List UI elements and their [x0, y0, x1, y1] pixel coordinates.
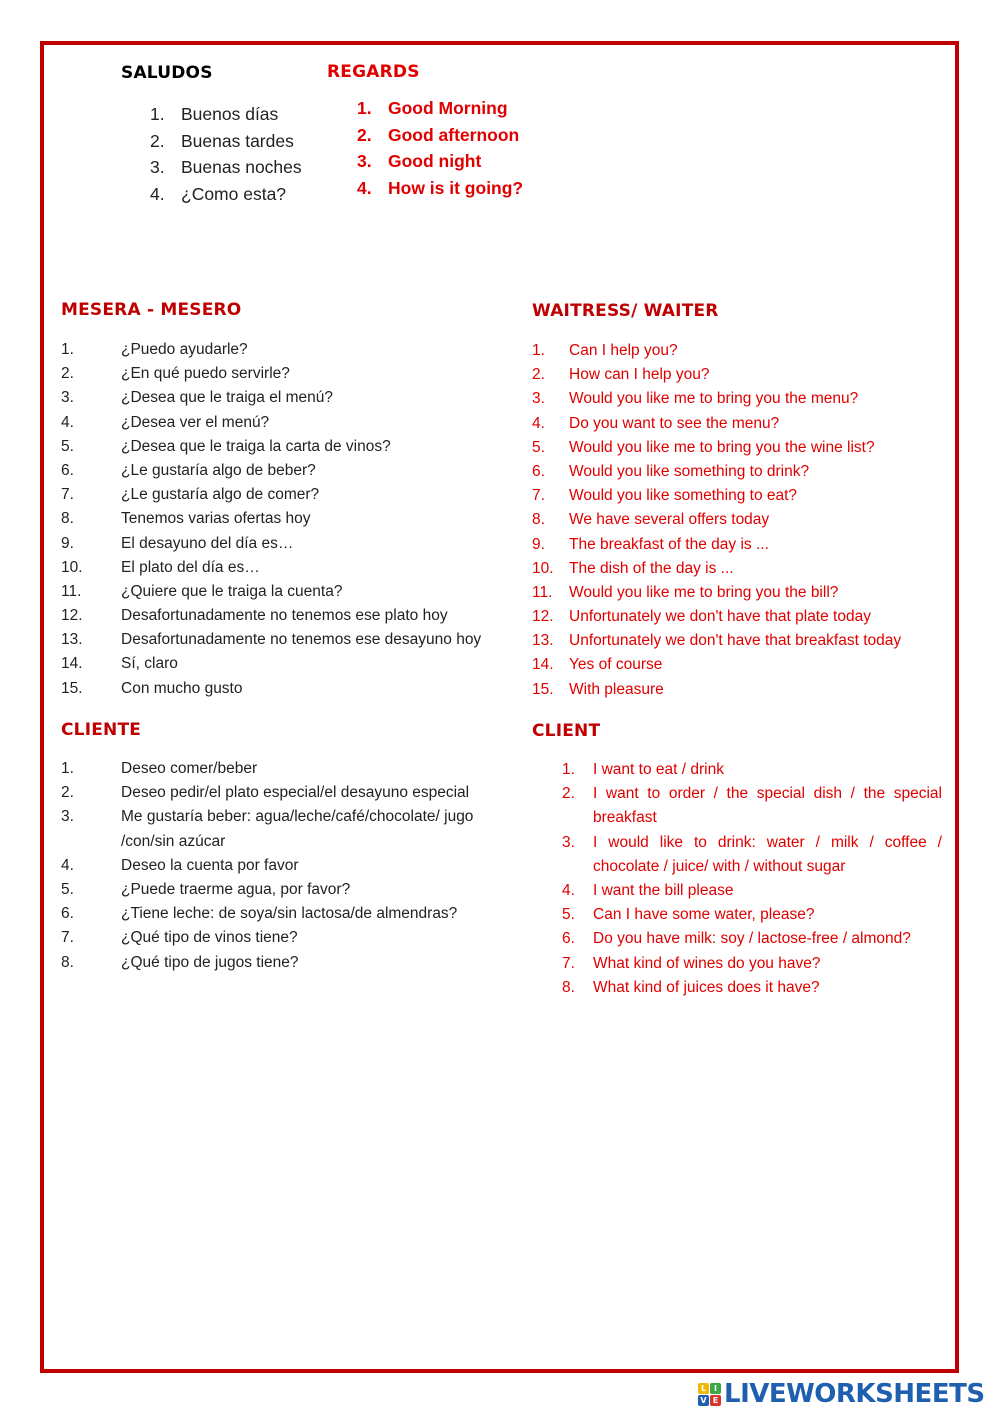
list-item [61, 556, 481, 580]
list-item-text: Do you have milk: soy / lactose-free / almond? [593, 930, 911, 948]
list-item [150, 128, 302, 155]
list-item-text: Buenos días [181, 104, 279, 124]
list-item-text: ¿Desea ver el menú? [121, 413, 270, 431]
saludos-heading: SALUDOS [121, 63, 213, 83]
list-item [61, 532, 481, 556]
list-item-number: 4. [61, 413, 74, 431]
list-item-number: 2. [150, 130, 165, 151]
list-item [61, 951, 521, 975]
list-item-number: 3. [61, 808, 74, 826]
list-item-text: Deseo la cuenta por favor [121, 856, 299, 874]
list-item [532, 508, 901, 532]
list-item-number: 9. [61, 534, 74, 552]
list-item-text: Yes of course [569, 656, 663, 674]
list-item-number: 14. [532, 656, 554, 674]
list-item-text: ¿Puede traerme agua, por favor? [121, 881, 351, 899]
list-item-number: 7. [532, 487, 545, 505]
list-item [532, 484, 901, 508]
list-item-number: 6. [61, 905, 74, 923]
list-item-number: 8. [562, 978, 575, 996]
list-item-text: Can I help you? [569, 342, 678, 359]
list-item-number: 3. [61, 389, 74, 407]
list-item-number: 1. [61, 341, 74, 358]
list-item [61, 902, 521, 926]
list-item [532, 412, 901, 436]
list-item-number: 9. [532, 535, 545, 553]
list-item-text: Deseo comer/beber [121, 760, 258, 777]
list-item [61, 878, 521, 902]
list-item [61, 386, 481, 410]
list-item-text: ¿Le gustaría algo de beber? [121, 461, 316, 479]
client-list [562, 758, 942, 1000]
regards-heading: REGARDS [327, 62, 420, 82]
list-item-text: The breakfast of the day is ... [569, 535, 769, 553]
list-item [562, 952, 942, 976]
list-item-text: ¿Qué tipo de vinos tiene? [121, 929, 298, 947]
mesero-list [61, 338, 481, 701]
list-item [61, 677, 481, 701]
list-item [532, 387, 901, 411]
list-item-number: 4. [150, 183, 165, 204]
list-item-number: 11. [61, 582, 82, 600]
list-item-text: ¿Puedo ayudarle? [121, 341, 248, 358]
list-item-text: Me gustaría beber: agua/leche/café/chocolate/ jugo /con/sin azúcar [121, 808, 474, 850]
list-item-number: 12. [61, 607, 83, 625]
list-item-text: Do you want to see the menu? [569, 414, 780, 432]
list-item-text: Would you like me to bring you the bill? [569, 583, 839, 601]
list-item-number: 1. [61, 760, 74, 777]
regards-list [357, 95, 523, 201]
list-item [61, 604, 481, 628]
list-item [532, 629, 901, 653]
list-item-text: Unfortunately we don't have that plate today [569, 608, 871, 626]
list-item-text: El desayuno del día es… [121, 534, 294, 552]
list-item [61, 854, 521, 878]
list-item [532, 653, 901, 677]
list-item [61, 435, 481, 459]
list-item-number: 15. [532, 680, 554, 698]
list-item [61, 483, 481, 507]
list-item-text: ¿Tiene leche: de soya/sin lactosa/de almendras? [121, 905, 458, 923]
list-item-number: 2. [357, 124, 372, 145]
list-item [562, 903, 942, 927]
list-item-text: Can I have some water, please? [593, 906, 815, 924]
list-item [150, 101, 302, 128]
logo-text: LIVEWORKSHEETS [724, 1379, 985, 1409]
list-item-number: 2. [532, 366, 545, 384]
list-item [532, 533, 901, 557]
list-item [61, 628, 481, 652]
list-item [532, 460, 901, 484]
list-item [357, 175, 523, 202]
list-item-text: I want the bill please [593, 882, 734, 900]
list-item-number: 2. [61, 784, 74, 802]
list-item-text: Would you like me to bring you the menu? [569, 390, 859, 408]
list-item [532, 678, 901, 702]
list-item [562, 758, 942, 782]
cliente-heading: CLIENTE [61, 720, 142, 740]
list-item [532, 557, 901, 581]
list-item-number: 3. [562, 833, 575, 851]
list-item-text: Unfortunately we don't have that breakfast today [569, 632, 902, 650]
list-item-text: I would like to drink: water / milk / coffee / chocolate / juice/ with / without sugar [593, 833, 942, 875]
list-item-number: 4. [532, 414, 545, 432]
list-item-number: 4. [61, 856, 74, 874]
list-item [61, 757, 521, 781]
waiter-heading: WAITRESS/ WAITER [532, 301, 719, 321]
list-item-text: El plato del día es… [121, 558, 260, 576]
list-item-number: 7. [562, 954, 575, 972]
list-item-number: 5. [61, 437, 74, 455]
list-item-text: ¿Como esta? [181, 183, 287, 204]
list-item [532, 363, 901, 387]
list-item-number: 4. [562, 882, 575, 900]
list-item-text: How can I help you? [569, 366, 710, 384]
list-item-number: 4. [357, 177, 372, 198]
list-item-text: Good Morning [388, 98, 508, 118]
list-item [61, 362, 481, 386]
list-item-number: 1. [357, 98, 372, 118]
list-item-number: 6. [532, 462, 545, 480]
list-item-text: ¿Qué tipo de jugos tiene? [121, 953, 299, 971]
list-item [562, 831, 942, 879]
list-item [357, 148, 523, 175]
list-item-number: 1. [562, 761, 575, 778]
mesero-heading: MESERA - MESERO [61, 300, 242, 320]
list-item [562, 927, 942, 951]
list-item-text: Would you like me to bring you the wine list? [569, 438, 875, 456]
client-heading: CLIENT [532, 721, 601, 741]
list-item-text: Buenas noches [181, 157, 302, 177]
list-item [61, 805, 521, 853]
list-item-number: 5. [562, 906, 575, 924]
list-item-number: 7. [61, 486, 74, 504]
list-item-number: 1. [150, 104, 165, 124]
list-item-text: I want to eat / drink [593, 761, 724, 778]
list-item-number: 3. [357, 151, 372, 171]
list-item-text: Good night [388, 151, 482, 171]
list-item-text: ¿Le gustaría algo de comer? [121, 486, 320, 504]
list-item-text: Desafortunadamente no tenemos ese desayuno hoy [121, 631, 482, 649]
list-item-number: 8. [61, 953, 74, 971]
list-item [61, 652, 481, 676]
list-item-text: ¿En qué puedo servirle? [121, 365, 290, 383]
list-item-number: 8. [532, 511, 545, 529]
list-item [357, 95, 523, 122]
list-item-number: 5. [532, 438, 545, 456]
list-item [150, 154, 302, 181]
list-item [61, 411, 481, 435]
logo-mark-icon: L I V E [698, 1383, 721, 1406]
list-item-text: ¿Quiere que le traiga la cuenta? [121, 582, 343, 600]
list-item [61, 781, 521, 805]
list-item-number: 10. [532, 559, 554, 577]
list-item [61, 507, 481, 531]
list-item-number: 2. [61, 365, 74, 383]
list-item-number: 1. [532, 342, 545, 359]
list-item-number: 13. [532, 632, 554, 650]
saludos-list [150, 101, 302, 207]
list-item-text: Would you like something to drink? [569, 462, 810, 480]
list-item-number: 12. [532, 608, 554, 626]
list-item-text: Con mucho gusto [121, 679, 243, 697]
list-item-text: Sí, claro [121, 655, 178, 673]
list-item-number: 15. [61, 679, 83, 697]
liveworksheets-logo[interactable] [698, 1377, 985, 1411]
list-item-text: Good afternoon [388, 124, 520, 145]
list-item-number: 6. [562, 930, 575, 948]
list-item [61, 926, 521, 950]
list-item-text: Would you like something to eat? [569, 487, 798, 505]
list-item-number: 13. [61, 631, 83, 649]
list-item-number: 7. [61, 929, 74, 947]
list-item [562, 782, 942, 830]
list-item-text: How is it going? [388, 177, 524, 198]
list-item-number: 14. [61, 655, 83, 673]
list-item [562, 976, 942, 1000]
list-item-number: 8. [61, 510, 74, 528]
list-item-number: 11. [532, 583, 553, 601]
list-item-number: 5. [61, 881, 74, 899]
list-item [61, 459, 481, 483]
list-item [532, 339, 901, 363]
list-item-text: I want to order / the special dish / the special breakfast [593, 785, 942, 827]
waiter-list [532, 339, 901, 702]
list-item-text: The dish of the day is ... [569, 559, 734, 577]
list-item-text: ¿Desea que le traiga la carta de vinos? [121, 437, 391, 455]
list-item-text: We have several offers today [569, 511, 770, 529]
list-item-number: 10. [61, 558, 83, 576]
list-item [532, 581, 901, 605]
list-item [61, 338, 481, 362]
list-item [61, 580, 481, 604]
list-item-text: Tenemos varias ofertas hoy [121, 510, 311, 528]
list-item [532, 605, 901, 629]
list-item [532, 436, 901, 460]
list-item-text: What kind of juices does it have? [593, 978, 820, 996]
list-item-number: 3. [150, 157, 165, 177]
list-item [357, 122, 523, 149]
list-item-text: With pleasure [569, 680, 664, 698]
list-item-number: 6. [61, 461, 74, 479]
list-item-number: 3. [532, 390, 545, 408]
list-item-text: Buenas tardes [181, 130, 294, 151]
list-item [562, 879, 942, 903]
list-item-text: Desafortunadamente no tenemos ese plato hoy [121, 607, 448, 625]
list-item-number: 2. [562, 785, 575, 803]
list-item-text: What kind of wines do you have? [593, 954, 821, 972]
page-border [40, 41, 959, 1373]
cliente-list [61, 757, 521, 975]
list-item-text: ¿Desea que le traiga el menú? [121, 389, 333, 407]
list-item [150, 181, 302, 208]
list-item-text: Deseo pedir/el plato especial/el desayuno especial [121, 784, 470, 802]
